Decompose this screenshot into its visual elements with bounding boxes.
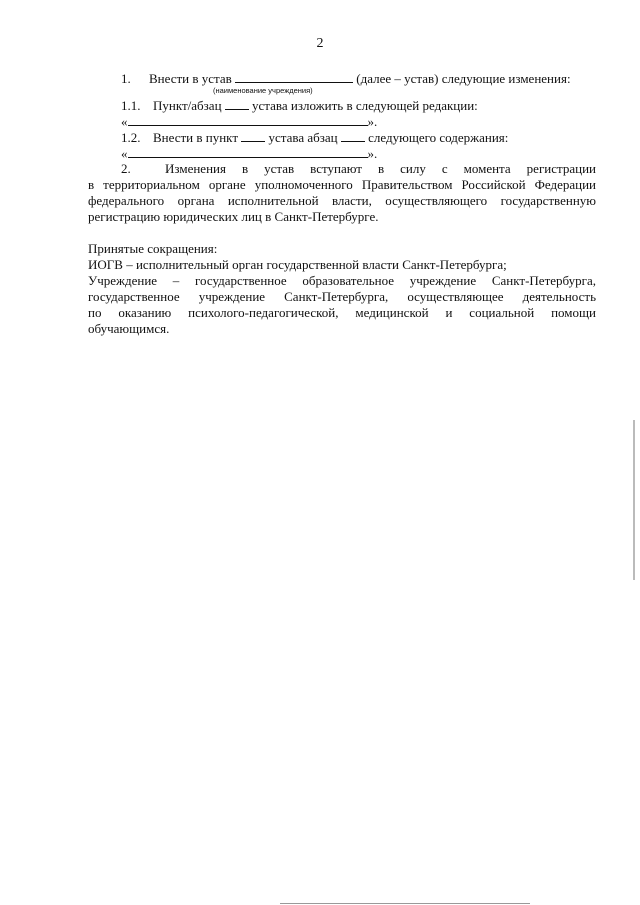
item-1-caption-row [88, 86, 596, 97]
item-2-line-4: регистрацию юридических лиц в Санкт-Петербурге. [88, 209, 379, 224]
item-1-2-quote-close: ». [367, 146, 378, 161]
item-1-2-text-blank [128, 145, 368, 158]
item-1-2-paragraph-blank [341, 129, 365, 142]
item-1-1-number: 1.1. [121, 98, 141, 113]
item-2-first-line-text: Изменения в устав вступают в силу с момента регистрации [165, 161, 596, 176]
item-2-first-line [88, 161, 596, 177]
item-1-number: 1. [121, 71, 131, 86]
item-1-2-number: 1.2. [121, 130, 141, 145]
item-1-1-quote-close: ». [367, 114, 378, 129]
abbreviation-institution-line-2: государственное учреждение Санкт-Петербурга, осуществляющее деятельность [88, 289, 596, 304]
item-1-2-clause-blank [241, 129, 265, 142]
item-1-1-clause-blank [225, 97, 249, 110]
item-1-1-text-before: Пункт/абзац [153, 98, 222, 113]
item-1 [88, 70, 596, 86]
item-1-2-text-after: следующего содержания: [368, 130, 509, 145]
institution-name-blank [235, 70, 353, 83]
item-1-2-quote-open: « [121, 146, 128, 161]
item-1-2-text-middle: устава абзац [268, 130, 338, 145]
page-number: 2 [316, 36, 324, 51]
abbreviations-heading: Принятые сокращения: [88, 241, 218, 256]
abbreviation-institution-line-3: по оказанию психолого-педагогической, медицинской и социальной помощи [88, 305, 596, 320]
abbreviation-institution-line-1: Учреждение – государственное образовательное учреждение Санкт-Петербурга, [88, 273, 596, 288]
abbreviation-institution-line-4: обучающимся. [88, 321, 170, 336]
scan-bottom-edge [280, 903, 530, 904]
item-1-1-text-blank [128, 113, 368, 126]
item-2-number: 2. [121, 161, 131, 176]
scan-edge-mark [631, 0, 637, 905]
item-2-line-2: в территориальном органе уполномоченного Правительством Российской Федерации [88, 177, 596, 192]
item-1-1-text-after: устава изложить в следующей редакции: [252, 98, 478, 113]
institution-name-caption: (наименование учреждения) [213, 86, 313, 95]
item-2-line-3: федерального органа исполнительной власти, осуществляющего государственную [88, 193, 596, 208]
item-1-2-text-before: Внести в пункт [153, 130, 239, 145]
item-1-1-quote-line [88, 113, 596, 129]
item-1-2-quote-line [88, 145, 596, 161]
item-1-2 [88, 129, 596, 145]
item-1-1 [88, 97, 596, 113]
item-1-text-before: Внести в устав [149, 71, 232, 86]
abbreviation-iogv: ИОГВ – исполнительный орган государственной власти Санкт-Петербурга; [88, 257, 507, 272]
item-1-text-after: (далее – устав) следующие изменения: [356, 71, 571, 86]
document-body [88, 70, 596, 337]
item-1-1-quote-open: « [121, 114, 128, 129]
